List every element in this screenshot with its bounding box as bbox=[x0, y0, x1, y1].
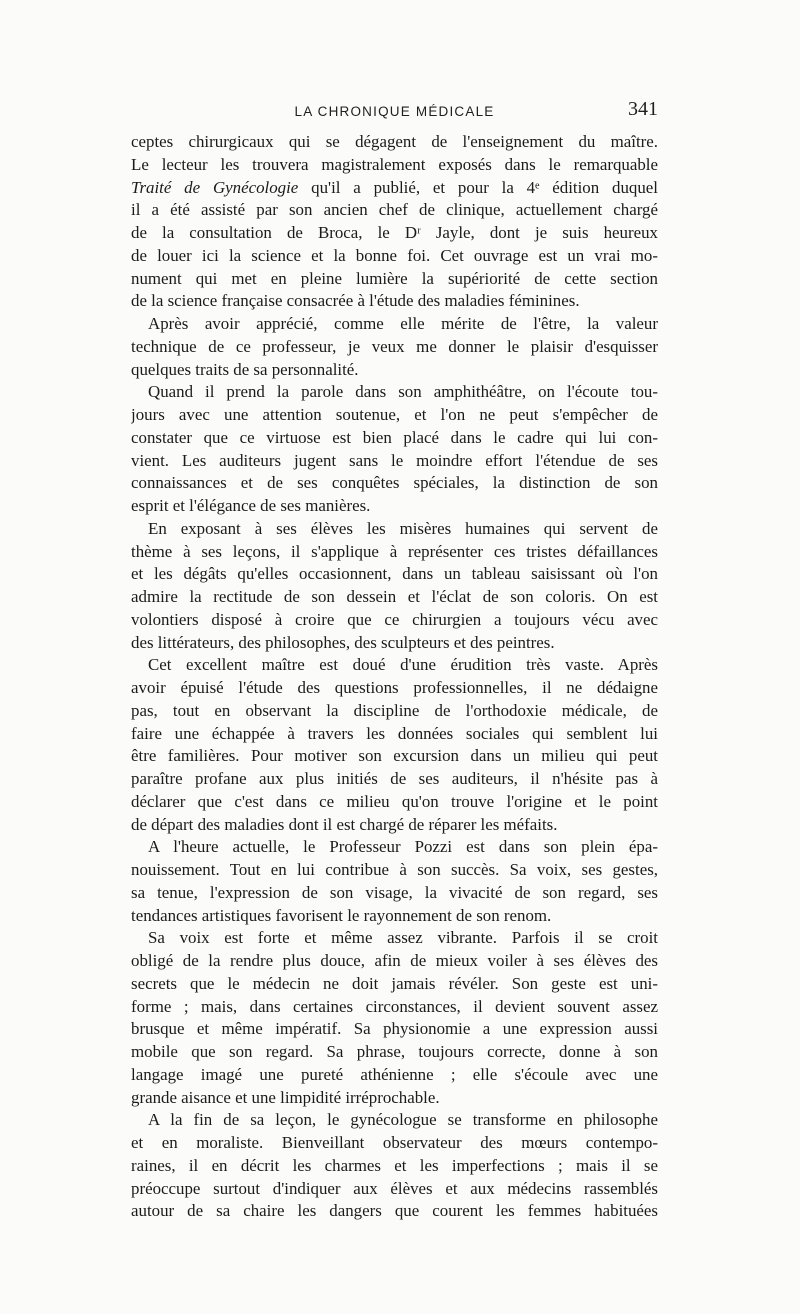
text-line: avoir épuisé l'étude des questions professionnelles, il ne dédaigne bbox=[131, 678, 658, 697]
text-line: langage imagé une pureté athénienne ; elle s'écoule avec une bbox=[131, 1064, 658, 1084]
text-line: thème à ses leçons, il s'applique à représenter ces tristes défaillances bbox=[131, 541, 658, 561]
book-title: Traité de Gynécologie bbox=[131, 177, 299, 197]
text-line: être familières. Pour motiver son excursion dans un milieu qui peut bbox=[131, 746, 658, 766]
text-line: de la science française consacrée à l'étude des maladies féminines. bbox=[131, 291, 580, 311]
text-line: ceptes chirurgicaux qui se dégagent de l'enseignement du maître. bbox=[131, 132, 658, 151]
text-line: secrets que le médecin ne doit jamais révéler. Son geste est uni- bbox=[131, 973, 658, 993]
text-line: nument qui met en pleine lumière la supériorité de cette section bbox=[131, 268, 658, 288]
text-line: Quand il prend la parole dans son amphithéâtre, on l'écoute tou- bbox=[148, 382, 658, 402]
page-header bbox=[131, 98, 658, 126]
text-line: Sa voix est forte et même assez vibrante. Parfois il se croit bbox=[148, 928, 658, 948]
text-line: tendances artistiques favorisent le rayonnement de son renom. bbox=[131, 905, 552, 925]
text-line: admire la rectitude de son dessein et l'éclat de son coloris. On est bbox=[131, 587, 658, 606]
text-line: déclarer que c'est dans ce milieu qu'on trouve l'origine et le point bbox=[131, 791, 658, 811]
text-line: Traité de Gynécologie qu'il a publié, et pour la 4ᵉ édition duquel bbox=[131, 177, 658, 197]
text-line: nouissement. Tout en lui contribue à son succès. Sa voix, ses gestes, bbox=[131, 860, 658, 879]
text-line: A la fin de sa leçon, le gynécologue se transforme en philosophe bbox=[148, 1110, 658, 1130]
text-line: connaissances et de ses conquêtes spéciales, la distinction de son bbox=[131, 473, 658, 493]
text-line: brusque et même impératif. Sa physionomie a une expression aussi bbox=[131, 1019, 658, 1039]
page-number: 341 bbox=[628, 98, 658, 120]
text-line: autour de sa chaire les dangers que courent les femmes habituées bbox=[131, 1201, 658, 1221]
text-line: sa tenue, l'expression de son visage, la vivacité de son regard, ses bbox=[131, 882, 658, 902]
text-line: Après avoir apprécié, comme elle mérite de l'être, la valeur bbox=[148, 314, 658, 333]
running-head: LA CHRONIQUE MÉDICALE bbox=[294, 104, 495, 119]
text-line: Cet excellent maître est doué d'une érudition très vaste. Après bbox=[148, 655, 658, 675]
text-line: pas, tout en observant la discipline de l'orthodoxie médicale, de bbox=[131, 700, 658, 720]
text-line: mobile que son regard. Sa phrase, toujours correcte, donne à son bbox=[131, 1042, 658, 1061]
text-line: préoccupe surtout d'indiquer aux élèves et aux médecins rassemblés bbox=[131, 1178, 658, 1198]
text-line: raines, il en décrit les charmes et les imperfections ; mais il se bbox=[131, 1155, 658, 1175]
text-line: constater que ce virtuose est bien placé dans le cadre qui lui con- bbox=[131, 427, 658, 447]
text-line: En exposant à ses élèves les misères humaines qui servent de bbox=[148, 518, 658, 538]
text-line: volontiers disposé à croire que ce chirurgien a toujours vécu avec bbox=[131, 609, 658, 629]
text-line: esprit et l'élégance de ses manières. bbox=[131, 496, 371, 515]
text-line: et les dégâts qu'elles occasionnent, dans un tableau saisissant où l'on bbox=[131, 564, 658, 584]
text-line: de la consultation de Broca, le Dʳ Jayle, dont je suis heureux bbox=[131, 223, 658, 242]
text-line: jours avec une attention soutenue, et l'on ne peut s'empêcher de bbox=[131, 405, 658, 424]
text-line: grande aisance et une limpidité irréprochable. bbox=[131, 1087, 440, 1107]
text-line: de louer ici la science et la bonne foi. Cet ouvrage est un vrai mo- bbox=[131, 245, 658, 265]
text-line: quelques traits de sa personnalité. bbox=[131, 359, 359, 379]
text-line: Le lecteur les trouvera magistralement exposés dans le remarquable bbox=[131, 154, 658, 174]
text-line: et en moraliste. Bienveillant observateur des mœurs contempo- bbox=[131, 1133, 658, 1152]
text-line: obligé de la rendre plus douce, afin de mieux voiler à ses élèves des bbox=[131, 951, 658, 970]
text-line: technique de ce professeur, je veux me donner le plaisir d'esquisser bbox=[131, 336, 658, 356]
text-line: de départ des maladies dont il est chargé de réparer les méfaits. bbox=[131, 814, 558, 834]
text-line: faire une échappée à travers les données sociales qui semblent lui bbox=[131, 723, 658, 743]
text-line: vient. Les auditeurs jugent sans le moindre effort l'étendue de ses bbox=[131, 450, 658, 470]
text-line: paraître profane aux plus initiés de ses auditeurs, il n'hésite pas à bbox=[131, 769, 658, 788]
body-text bbox=[131, 131, 658, 1223]
text-line: des littérateurs, des philosophes, des sculpteurs et des peintres. bbox=[131, 632, 555, 652]
text-line: forme ; mais, dans certaines circonstances, il devient souvent assez bbox=[131, 996, 658, 1016]
text-line: il a été assisté par son ancien chef de clinique, actuellement chargé bbox=[131, 200, 658, 220]
text-line: A l'heure actuelle, le Professeur Pozzi est dans son plein épa- bbox=[148, 837, 658, 857]
